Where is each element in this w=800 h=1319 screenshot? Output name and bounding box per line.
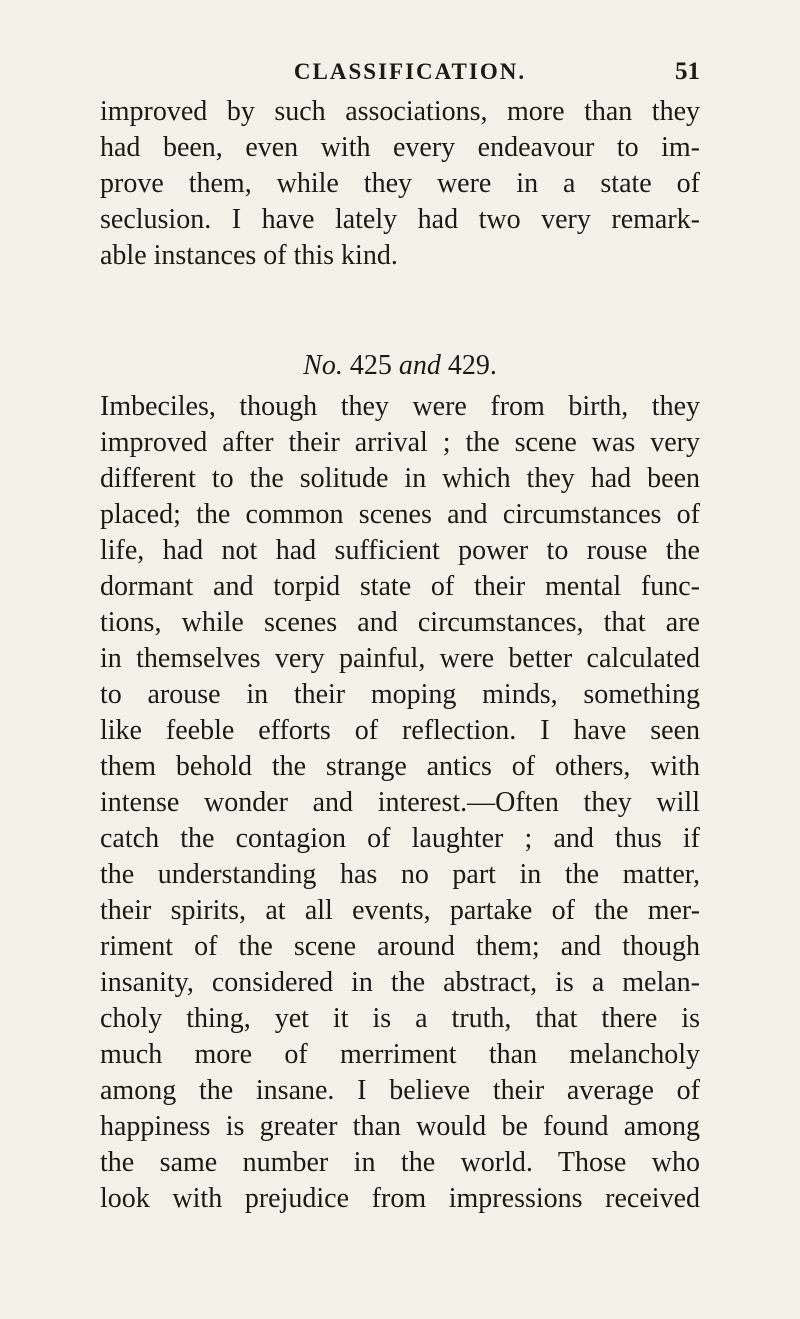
text-line: riment of the scene around them; and though: [100, 931, 700, 962]
text-line: catch the contagion of laughter ; and thus if: [100, 823, 700, 854]
text-line: tions, while scenes and circumstances, that are: [100, 607, 700, 638]
running-title: CLASSIFICATION.: [293, 59, 527, 84]
text-line: seclusion. I have lately had two very remark-: [100, 204, 700, 235]
text-line: improved after their arrival ; the scene was very: [100, 427, 700, 458]
text-line: their spirits, at all events, partake of the mer-: [100, 895, 700, 926]
text-line: insanity, considered in the abstract, is a melan-: [100, 967, 700, 998]
text-line: in themselves very painful, were better calculated: [100, 643, 700, 674]
text-line: prove them, while they were in a state of: [100, 168, 700, 199]
text-line: able instances of this kind.: [100, 240, 398, 271]
text-line: intense wonder and interest.—Often they will: [100, 787, 700, 818]
case-heading: [100, 348, 700, 384]
text-line: had been, even with every endeavour to im-: [100, 132, 700, 163]
text-line: the understanding has no part in the matter,: [100, 859, 700, 890]
text-line: choly thing, yet it is a truth, that there is: [100, 1003, 700, 1034]
text-line: among the insane. I believe their average of: [100, 1075, 700, 1106]
text-line: look with prejudice from impressions received: [100, 1183, 700, 1214]
case-and-label: and: [398, 350, 441, 381]
text-line: improved by such associations, more than they: [100, 96, 700, 127]
text-line: different to the solitude in which they had been: [100, 463, 700, 494]
text-line: Imbeciles, though they were from birth, they: [100, 391, 700, 422]
case-no-label: No.: [303, 350, 343, 381]
page-number: 51: [675, 58, 700, 85]
text-line: life, had not had sufficient power to rouse the: [100, 535, 700, 566]
running-head: [100, 54, 700, 90]
text-line: to arouse in their moping minds, something: [100, 679, 700, 710]
case-first-number: 425: [349, 350, 392, 381]
text-line: placed; the common scenes and circumstances of: [100, 499, 700, 530]
text-line: like feeble efforts of reflection. I have seen: [100, 715, 700, 746]
text-line: happiness is greater than would be found among: [100, 1111, 700, 1142]
case-second-number: 429.: [447, 350, 497, 381]
text-line: much more of merriment than melancholy: [100, 1039, 700, 1070]
text-line: them behold the strange antics of others, with: [100, 751, 700, 782]
text-line: the same number in the world. Those who: [100, 1147, 700, 1178]
text-line: dormant and torpid state of their mental func-: [100, 571, 700, 602]
